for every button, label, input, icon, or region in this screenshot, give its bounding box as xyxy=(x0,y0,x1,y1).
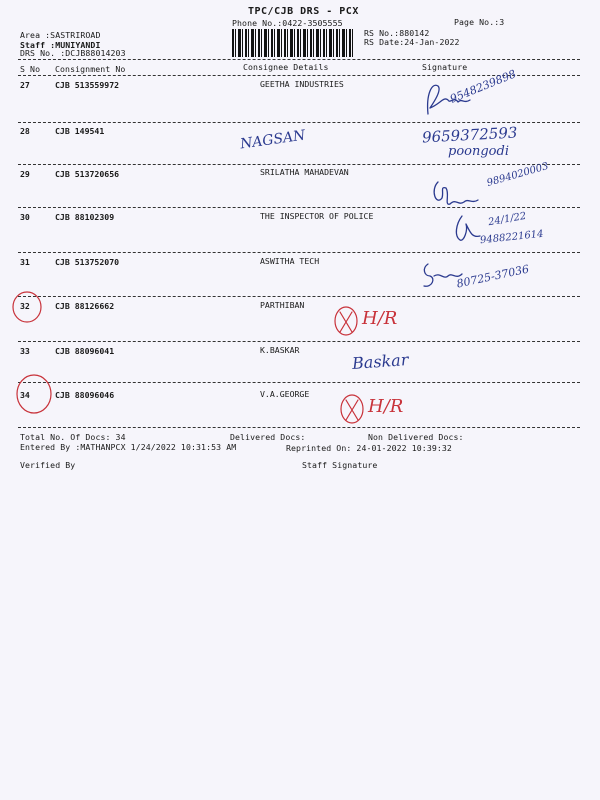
row-29-signature-icon xyxy=(428,176,488,216)
staff-signature-label: Staff Signature xyxy=(302,460,378,470)
row-33-signature-handwritten: Baskar xyxy=(351,350,409,373)
row-28-consignment: CJB 149541 xyxy=(55,126,105,136)
phone-number: Phone No.:0422-3505555 xyxy=(232,18,343,28)
entered-by: Entered By :MATHANPCX 1/24/2022 10:31:53 AM xyxy=(20,442,237,452)
row-28-note-handwritten: poongodi xyxy=(448,144,509,159)
row-27-divider xyxy=(18,122,580,123)
row-32-sno: 32 xyxy=(20,301,30,311)
rs-number: RS No.:880142 xyxy=(364,28,430,38)
row-27-consignment: CJB 513559972 xyxy=(55,80,120,90)
col-consignee: Consignee Details xyxy=(243,62,329,72)
row-29-divider xyxy=(18,207,580,208)
row-34-divider xyxy=(18,427,580,428)
total-docs: Total No. Of Docs: 34 xyxy=(20,432,126,442)
row-29-sno: 29 xyxy=(20,169,30,179)
row-28-name-handwritten: NAGSAN xyxy=(239,127,307,153)
row-34-consignee: V.A.GEORGE xyxy=(260,389,310,399)
row-30-sno: 30 xyxy=(20,212,30,222)
row-29-consignment: CJB 513720656 xyxy=(55,169,120,179)
row-32-consignee: PARTHIBAN xyxy=(260,300,305,310)
row-30-date-handwritten: 24/1/22 xyxy=(487,210,528,229)
col-sno: S No xyxy=(20,64,41,74)
row-34-mark-text: H/R xyxy=(368,396,404,417)
row-30-consignee: THE INSPECTOR OF POLICE xyxy=(260,211,374,221)
rs-date: RS Date:24-Jan-2022 xyxy=(364,37,460,47)
row-29-consignee: SRILATHA MAHADEVAN xyxy=(260,167,349,177)
document-title: TPC/CJB DRS - PCX xyxy=(248,6,359,17)
barcode-icon xyxy=(232,29,354,57)
row-33-sno: 33 xyxy=(20,346,30,356)
row-31-divider xyxy=(18,296,580,297)
drs-number: DRS No. :DCJB88014203 xyxy=(20,48,126,58)
verified-by: Verified By xyxy=(20,460,76,470)
row-34-mark-icon xyxy=(338,392,366,426)
row-30-consignment: CJB 88102309 xyxy=(55,212,115,222)
header-divider xyxy=(18,59,580,60)
row-28-sno: 28 xyxy=(20,126,30,136)
reprinted-on: Reprinted On: 24-01-2022 10:39:32 xyxy=(286,443,452,453)
row-28-divider xyxy=(18,164,580,165)
row-31-consignment: CJB 513752070 xyxy=(55,257,120,267)
col-signature: Signature xyxy=(422,62,468,72)
row-32-consignment: CJB 88126662 xyxy=(55,301,115,311)
row-34-consignment: CJB 88096046 xyxy=(55,390,115,400)
row-27-consignee: GEETHA INDUSTRIES xyxy=(260,79,344,89)
page-number: Page No.:3 xyxy=(454,17,505,27)
col-consignment: Consignment No xyxy=(55,64,126,74)
row-33-consignee: K.BASKAR xyxy=(260,345,300,355)
row-30-divider xyxy=(18,252,580,253)
row-30-phone-handwritten: 9488221614 xyxy=(479,228,545,247)
row-34-sno: 34 xyxy=(20,390,30,400)
delivered-docs: Delivered Docs: xyxy=(230,432,306,442)
row-32-mark-icon xyxy=(332,304,360,338)
row-32-mark-text: H/R xyxy=(362,308,398,329)
row-32-divider xyxy=(18,341,580,342)
row-27-phone-handwritten: 9548239898 xyxy=(448,67,518,106)
row-27-sno: 27 xyxy=(20,80,30,90)
staff-field: Staff :MUNIYANDI xyxy=(20,40,101,50)
row-31-sno: 31 xyxy=(20,257,30,267)
row-28-phone-handwritten: 9659372593 xyxy=(421,123,518,147)
row-33-divider xyxy=(18,382,580,383)
non-delivered-docs: Non Delivered Docs: xyxy=(368,432,464,442)
row-29-phone-handwritten: 9894020003 xyxy=(485,160,550,190)
row-31-phone-handwritten: 80725-37036 xyxy=(455,262,531,291)
row-33-consignment: CJB 88096041 xyxy=(55,346,115,356)
row-31-consignee: ASWITHA TECH xyxy=(260,256,320,266)
area-field: Area :SASTRIROAD xyxy=(20,30,101,40)
